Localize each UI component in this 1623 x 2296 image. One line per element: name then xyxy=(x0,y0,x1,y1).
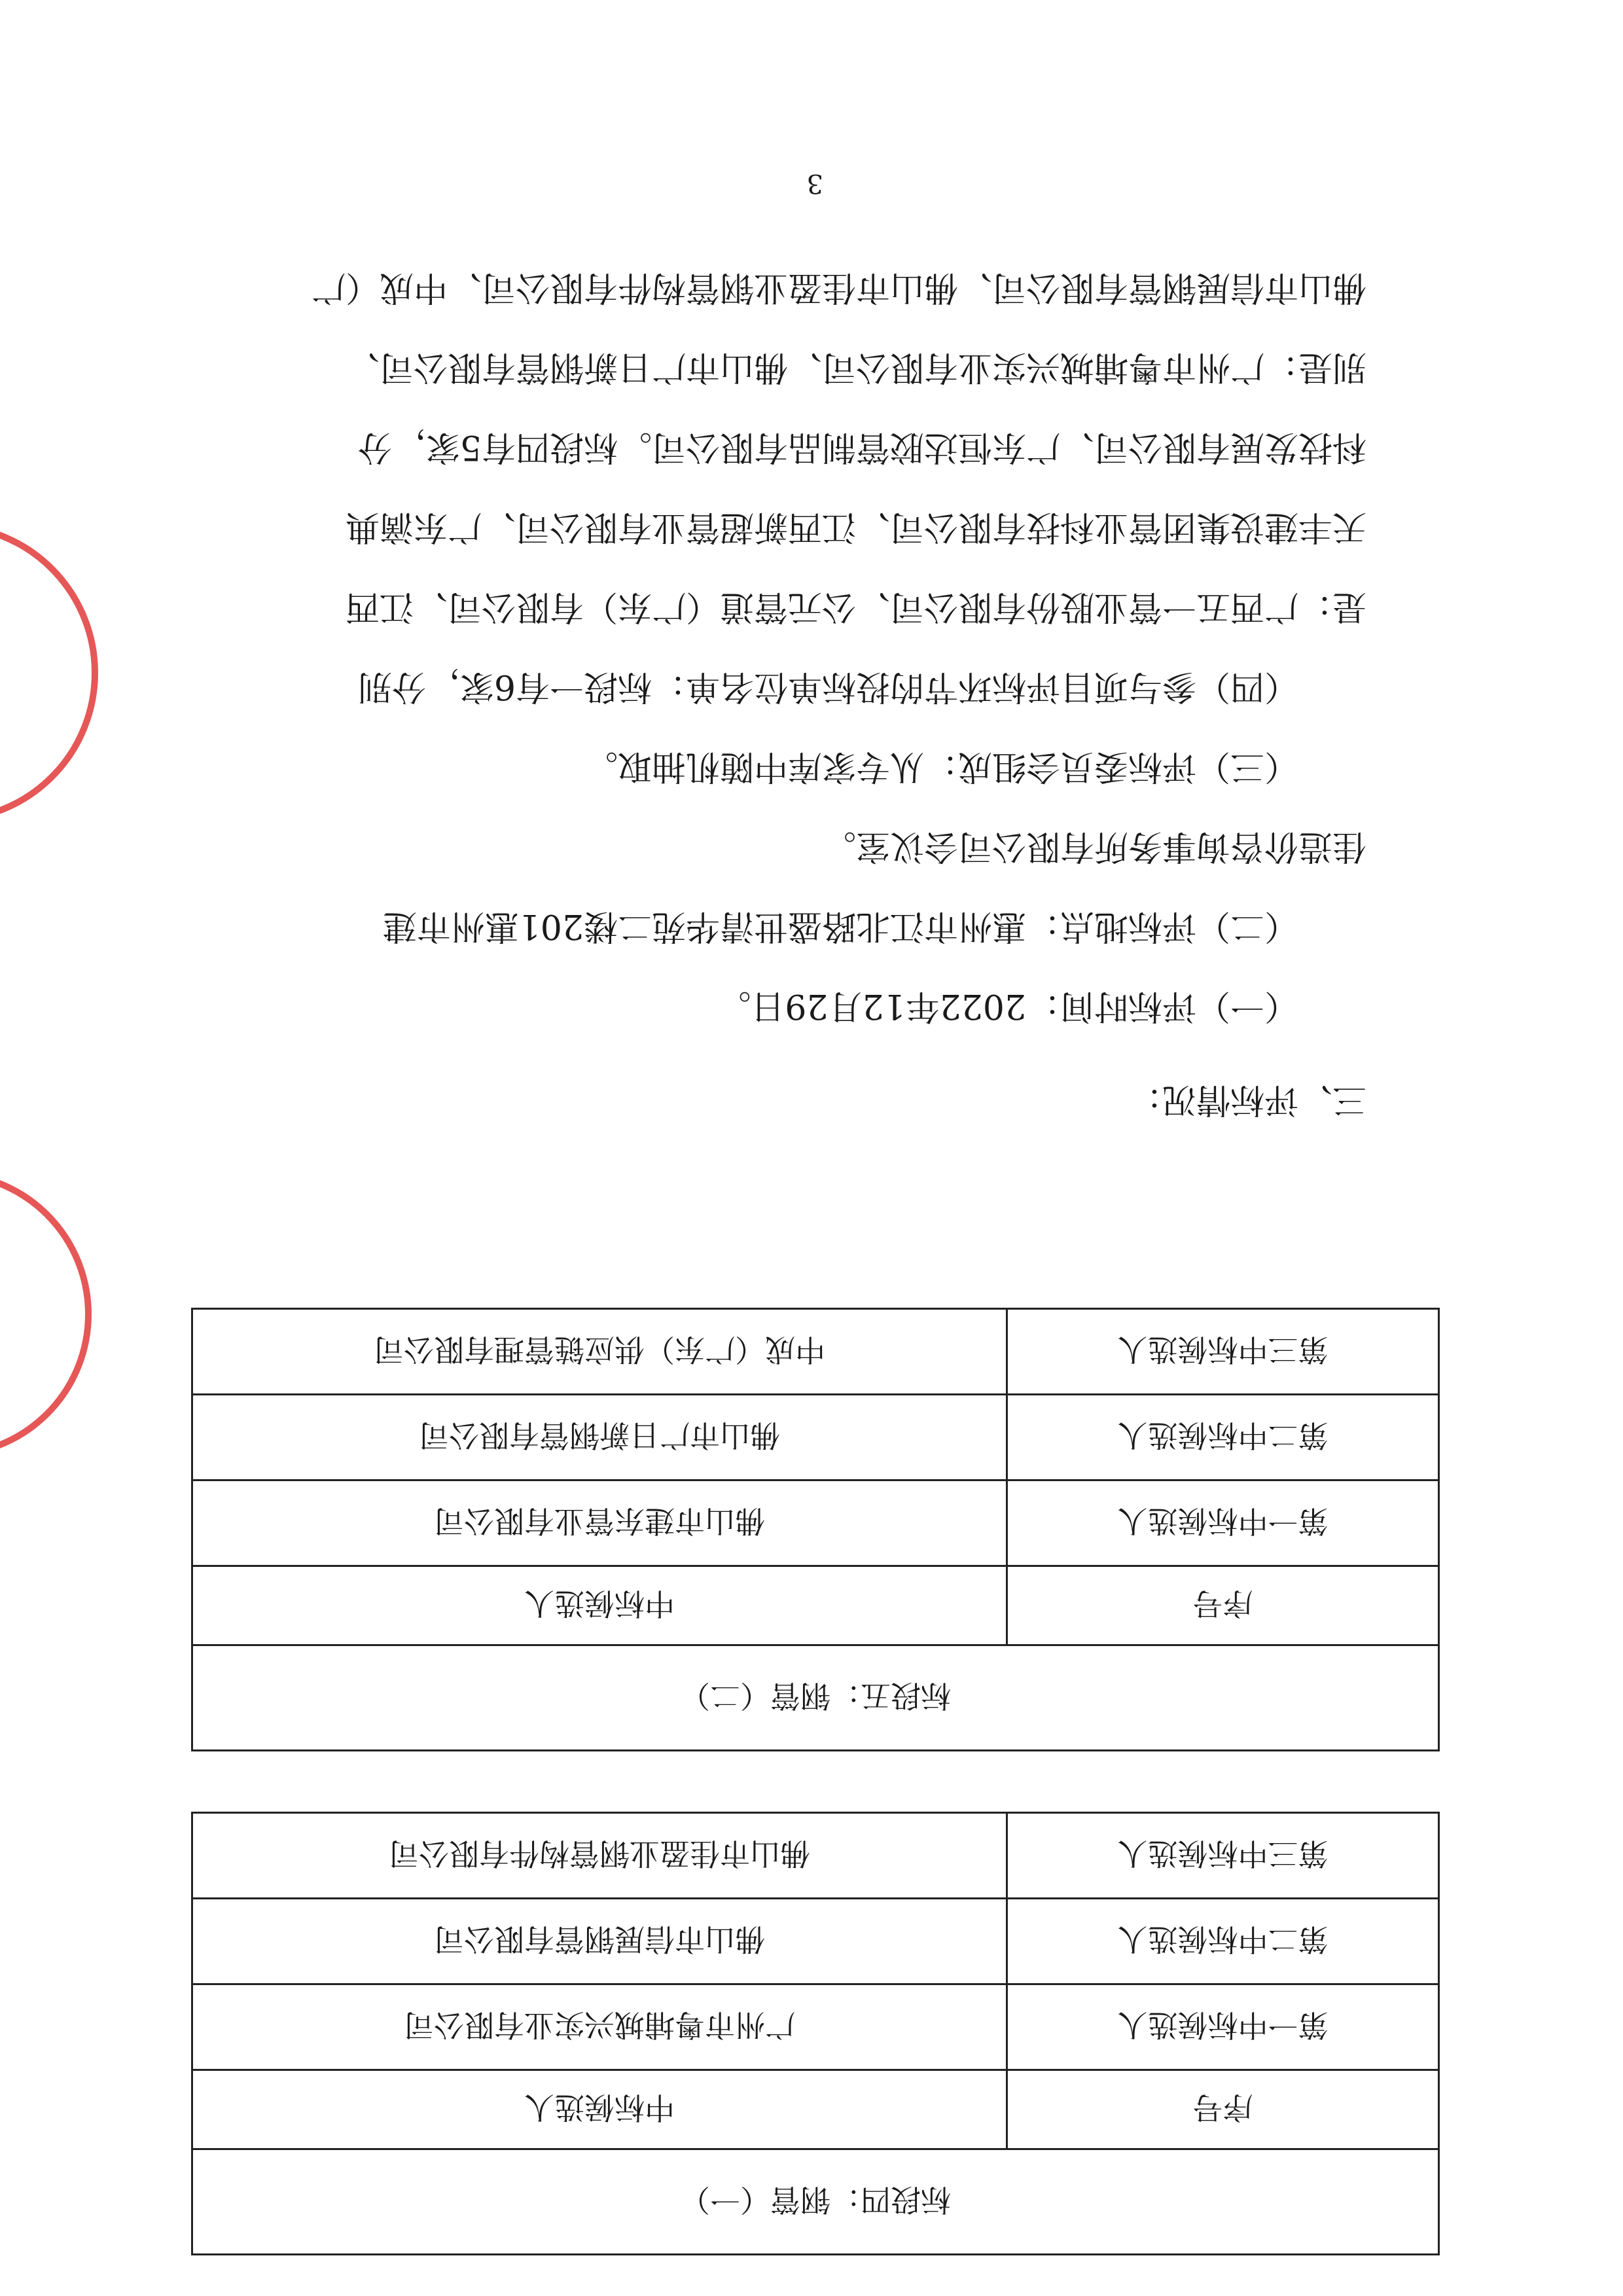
paragraph-continued: 是：广西五一管业股份有限公司、公元管道（广东）有限公司、江西 xyxy=(345,587,1366,626)
table-row xyxy=(192,1813,1439,1899)
page-number: 3 xyxy=(806,168,823,198)
column-header-candidate: 中标候选人 xyxy=(192,2070,1007,2149)
table-row xyxy=(192,1480,1439,1566)
candidate-name: 中成（广东）供应链管理有限公司 xyxy=(192,1309,1007,1395)
paragraph-continued: 佛山市信展钢管有限公司、佛山市佳盈业钢管构件有限公司、中成（广 xyxy=(311,268,1366,307)
table-caption: 标段五：钢管（二） xyxy=(192,1645,1439,1751)
paragraph: （三）评标委员会组成：从专家库中随机抽取。 xyxy=(583,747,1298,786)
table-row xyxy=(192,1984,1439,2070)
table-row xyxy=(192,1309,1439,1395)
paragraph-continued: 科技发展有限公司、广东恒达胶管制品有限公司。标段四有5家，分 xyxy=(357,427,1366,467)
column-header-seq: 序号 xyxy=(1007,2070,1439,2149)
evaluation-details xyxy=(172,247,1366,1046)
table-row xyxy=(192,1395,1439,1480)
candidate-rank: 第三中标候选人 xyxy=(1007,1309,1439,1395)
column-header-seq: 序号 xyxy=(1007,1566,1439,1645)
bid-section-five-table xyxy=(191,1308,1440,1751)
paragraph-continued: 别是：广州市粤埔城兴实业有限公司、佛山市广日新钢管有限公司、 xyxy=(345,348,1366,387)
bid-section-four-table xyxy=(191,1812,1440,2255)
table-caption: 标段四：钢管（一） xyxy=(192,2149,1439,2255)
paragraph-continued: 佳造价咨询事务所有限公司会议室。 xyxy=(821,827,1366,866)
candidate-name: 广州市粤埔城兴实业有限公司 xyxy=(192,1984,1007,2070)
candidate-rank: 第二中标候选人 xyxy=(1007,1395,1439,1480)
section-heading: 三、评标情况： xyxy=(1128,1080,1366,1119)
candidate-name: 佛山市信展钢管有限公司 xyxy=(192,1899,1007,1984)
candidate-name: 佛山市建东管业有限公司 xyxy=(192,1480,1007,1566)
table-row xyxy=(192,1899,1439,1984)
column-header-candidate: 中标候选人 xyxy=(192,1566,1007,1645)
red-seal-stamp-icon xyxy=(0,1170,92,1458)
red-seal-stamp-icon xyxy=(0,522,98,823)
paragraph: （四）参与项目评标环节的投标单位名单：标段一有6家，分别 xyxy=(357,667,1298,706)
candidate-rank: 第二中标候选人 xyxy=(1007,1899,1439,1984)
candidate-rank: 第一中标候选人 xyxy=(1007,1480,1439,1566)
candidate-rank: 第三中标候选人 xyxy=(1007,1813,1439,1899)
paragraph: （二）评标地点：惠州市江北路盛世清华苑二楼201惠州市建 xyxy=(382,906,1298,946)
paragraph: （一）评标时间：2022年12月29日。 xyxy=(717,986,1298,1026)
paragraph-continued: 天丰建设集团管业科技有限公司、江西新超管业有限公司、广东滴典 xyxy=(345,507,1366,547)
candidate-name: 佛山市佳盈业钢管构件有限公司 xyxy=(192,1813,1007,1899)
candidate-name: 佛山市广日新钢管有限公司 xyxy=(192,1395,1007,1480)
candidate-rank: 第一中标候选人 xyxy=(1007,1984,1439,2070)
